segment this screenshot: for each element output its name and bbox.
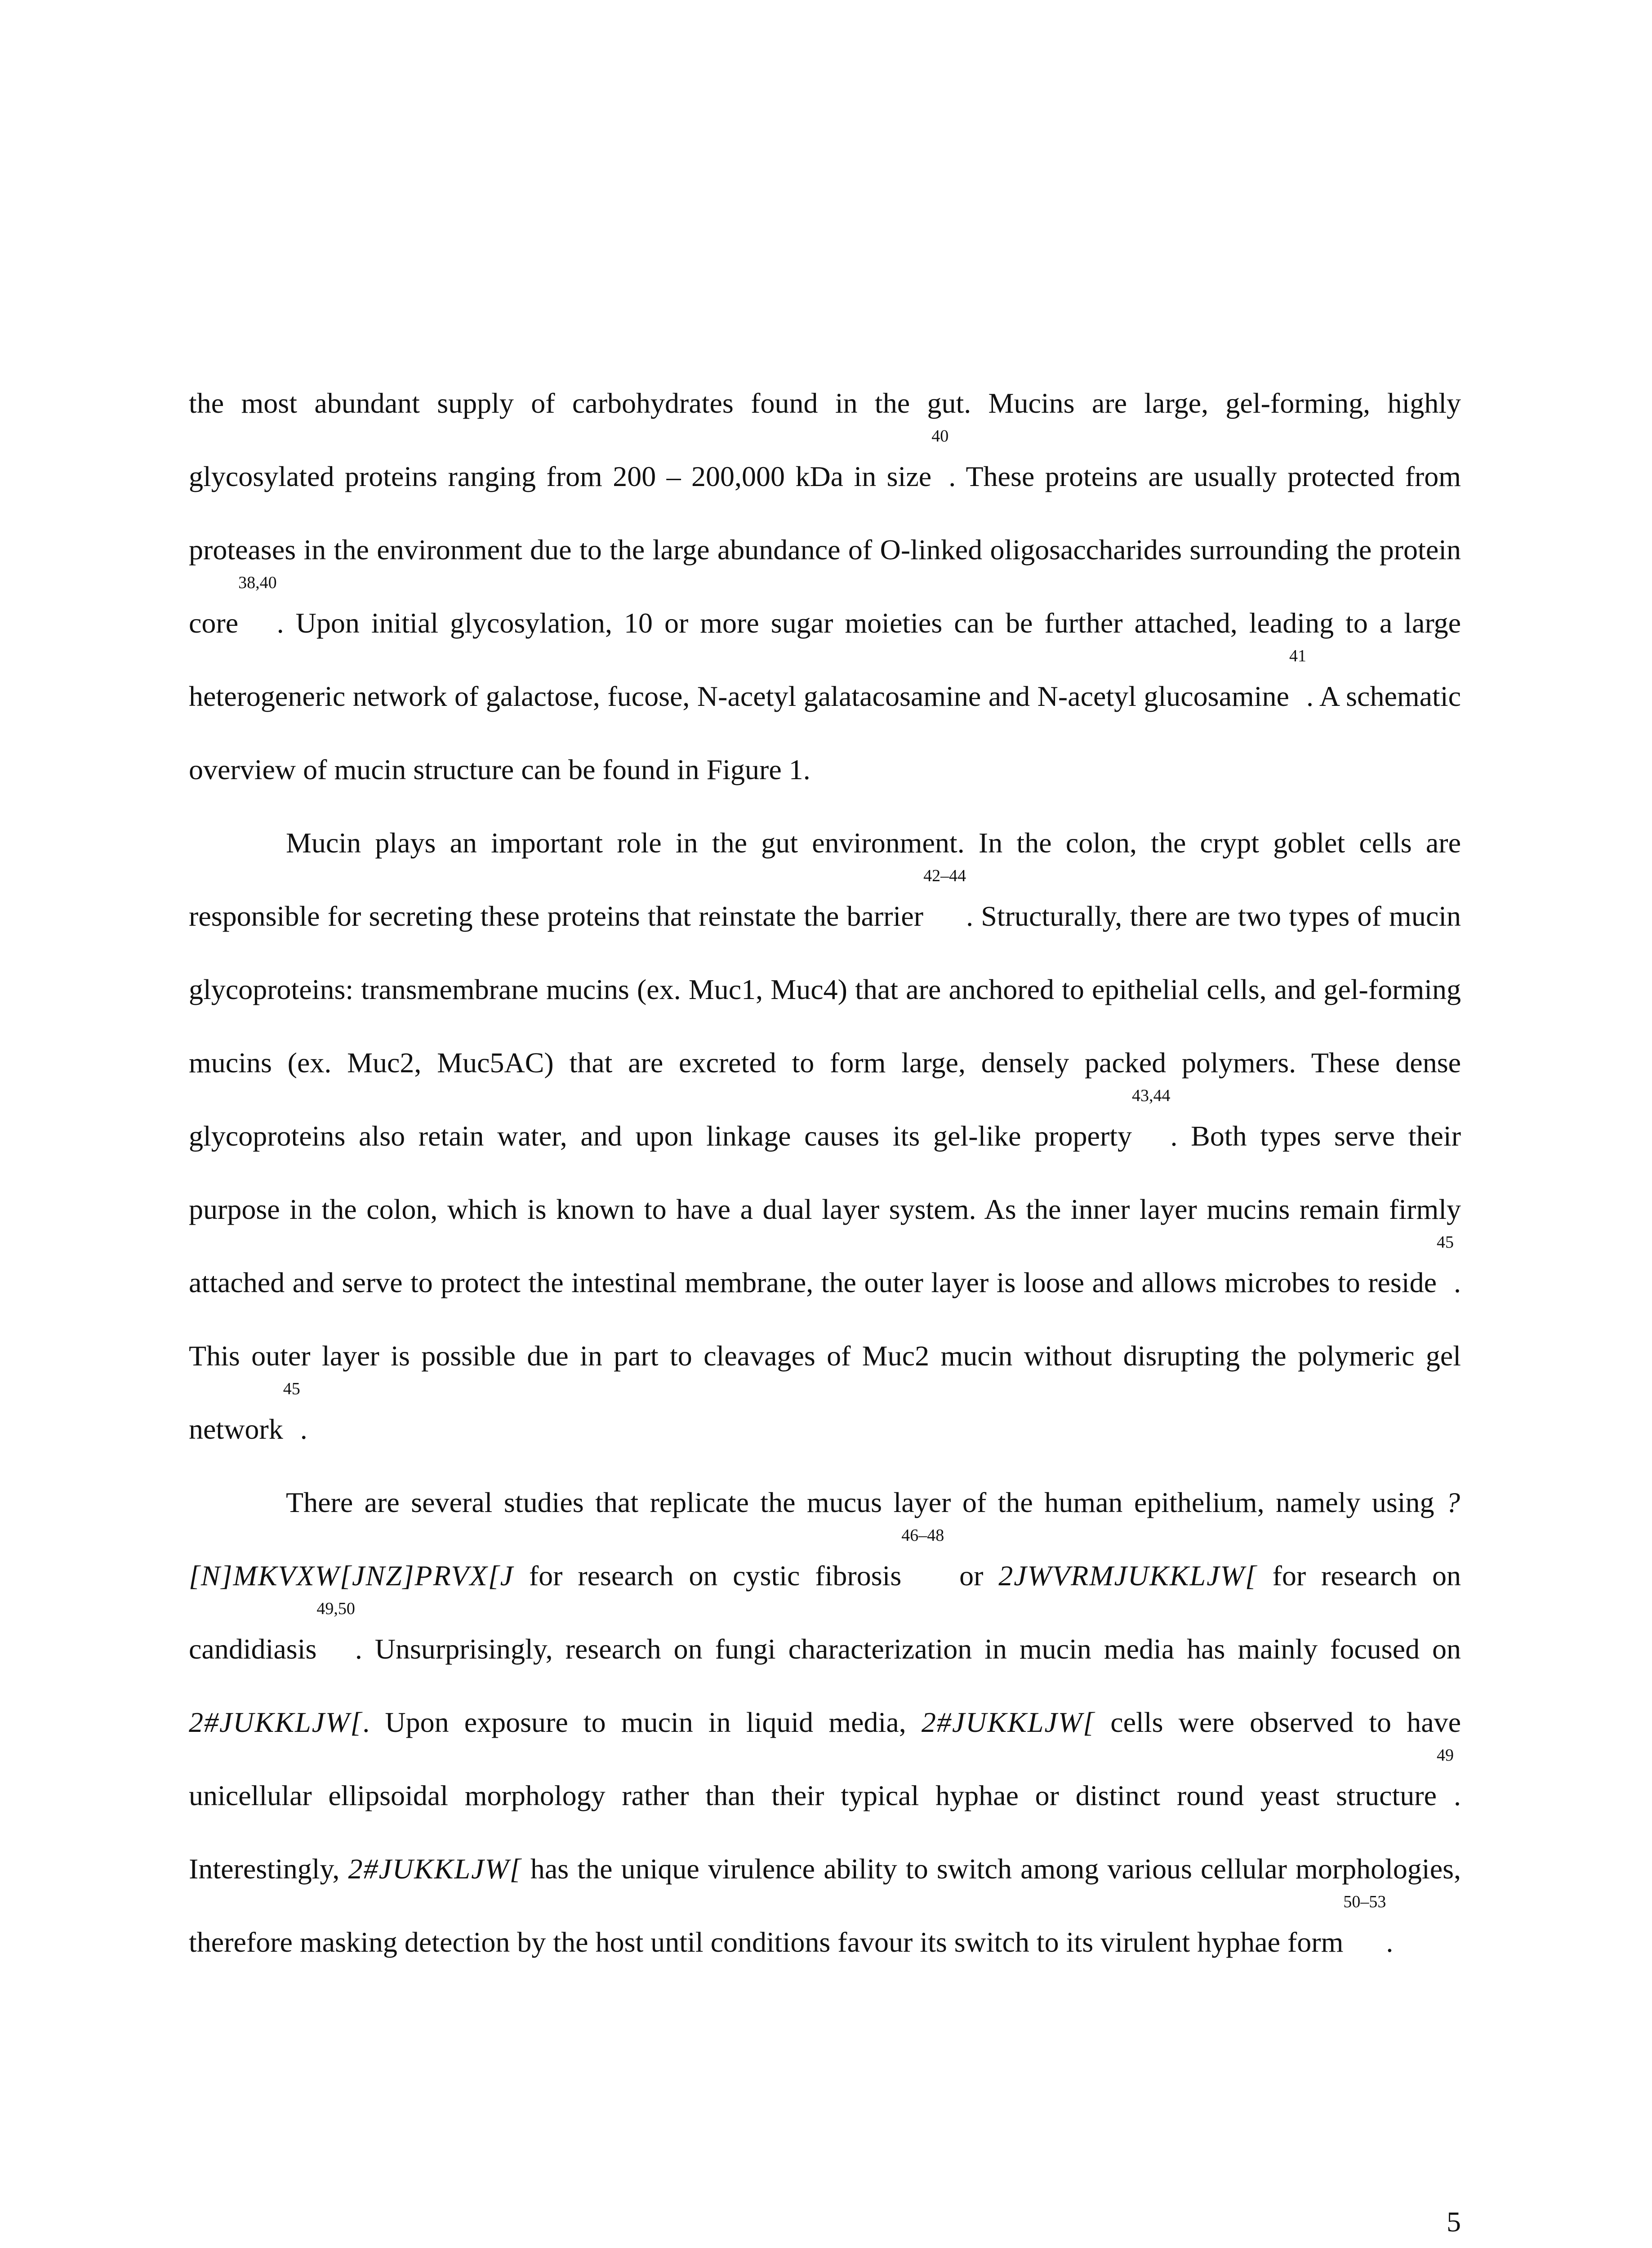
text-run: . Interestingly,: [189, 1780, 1461, 1885]
text-run: . This outer layer is possible due in part to cleavages of Muc2 mucin without disrupting the polymeric gel network: [189, 1267, 1461, 1445]
text-run: . Upon initial glycosylation, 10 or more sugar moieties can be further attached, leading to a large heterogeneric network of galactose, fucose, N-acetyl galatacosamine and N-acetyl glucosamine: [189, 607, 1461, 712]
citation-superscript: 49: [1437, 1746, 1454, 1765]
text-run: .: [1386, 1926, 1394, 1958]
citation-superscript: 42–44: [923, 866, 966, 885]
text-run: or: [944, 1560, 999, 1592]
species-name-italic: 2#JUKKLJW[: [921, 1706, 1095, 1738]
text-run: the most abundant supply of carbohydrates found in the gut. Mucins are large, gel-forming, highly glycosylated proteins ranging from 200 – 200,000 kDa in size: [189, 387, 1461, 492]
citation-superscript: 41: [1289, 647, 1306, 665]
species-name-italic: 2#JUKKLJW[: [189, 1706, 363, 1738]
text-run: . These proteins are usually protected from proteases in the environment due to the large abundance of O-linked oligosaccharides surrounding the protein core: [189, 460, 1461, 639]
body-text: [189, 366, 1461, 1979]
text-run: for research on candidiasis: [189, 1560, 1461, 1665]
text-run: cells were observed to have unicellular ellipsoidal morphology rather than their typical hyphae or distinct round yeast structure: [189, 1706, 1461, 1811]
citation-superscript: 45: [283, 1379, 300, 1398]
citation-superscript: 40: [931, 427, 949, 446]
text-run: .: [300, 1413, 307, 1445]
text-run: . Upon exposure to mucin in liquid media,: [362, 1706, 922, 1738]
citation-superscript: 49,50: [316, 1599, 355, 1618]
text-run: Mucin plays an important role in the gut environment. In the colon, the crypt goblet cells are responsible for secreting these proteins that reinstate the barrier: [189, 827, 1461, 932]
species-name-italic: 2#JUKKLJW[: [348, 1853, 522, 1885]
page-number: 5: [1447, 2206, 1461, 2238]
species-name-italic: ?[N]MKVXW[JNZ]PRVX[J: [189, 1486, 1461, 1592]
text-run: . Both types serve their purpose in the colon, which is known to have a dual layer system. As the inner layer mucins remain firmly attached and serve to protect the intestinal membrane, the outer layer is loose and allows microbes to reside: [189, 1120, 1461, 1298]
text-run: for research on cystic fibrosis: [514, 1560, 902, 1592]
paragraph-1: [189, 366, 1461, 806]
citation-superscript: 46–48: [901, 1526, 944, 1545]
citation-superscript: 50–53: [1343, 1892, 1386, 1911]
citation-superscript: 38,40: [238, 573, 277, 592]
text-run: . Structurally, there are two types of mucin glycoproteins: transmembrane mucins (ex. Muc1, Muc4) that are anchored to epithelial cells, and gel-forming mucins (ex. Muc2, Muc5AC) that are excreted to form large, densely packed polymers. These dense glycoproteins also retain water, and upon linkage causes its gel-like property: [189, 900, 1461, 1152]
text-run: . Unsurprisingly, research on fungi characterization in mucin media has mainly focused on: [355, 1633, 1461, 1665]
citation-superscript: 43,44: [1131, 1086, 1171, 1105]
paragraph-2: [189, 806, 1461, 1466]
text-run: There are several studies that replicate the mucus layer of the human epithelium, namely using: [286, 1486, 1446, 1518]
species-name-italic: 2JWVRMJUKKLJW[: [998, 1560, 1257, 1592]
paragraph-3: [189, 1466, 1461, 1979]
citation-superscript: 45: [1437, 1233, 1454, 1252]
text-run: has the unique virulence ability to switch among various cellular morphologies, therefore masking detection by the host until conditions favour its switch to its virulent hyphae form: [189, 1853, 1461, 1958]
text-run: . A schematic overview of mucin structure can be found in Figure 1.: [189, 680, 1461, 785]
